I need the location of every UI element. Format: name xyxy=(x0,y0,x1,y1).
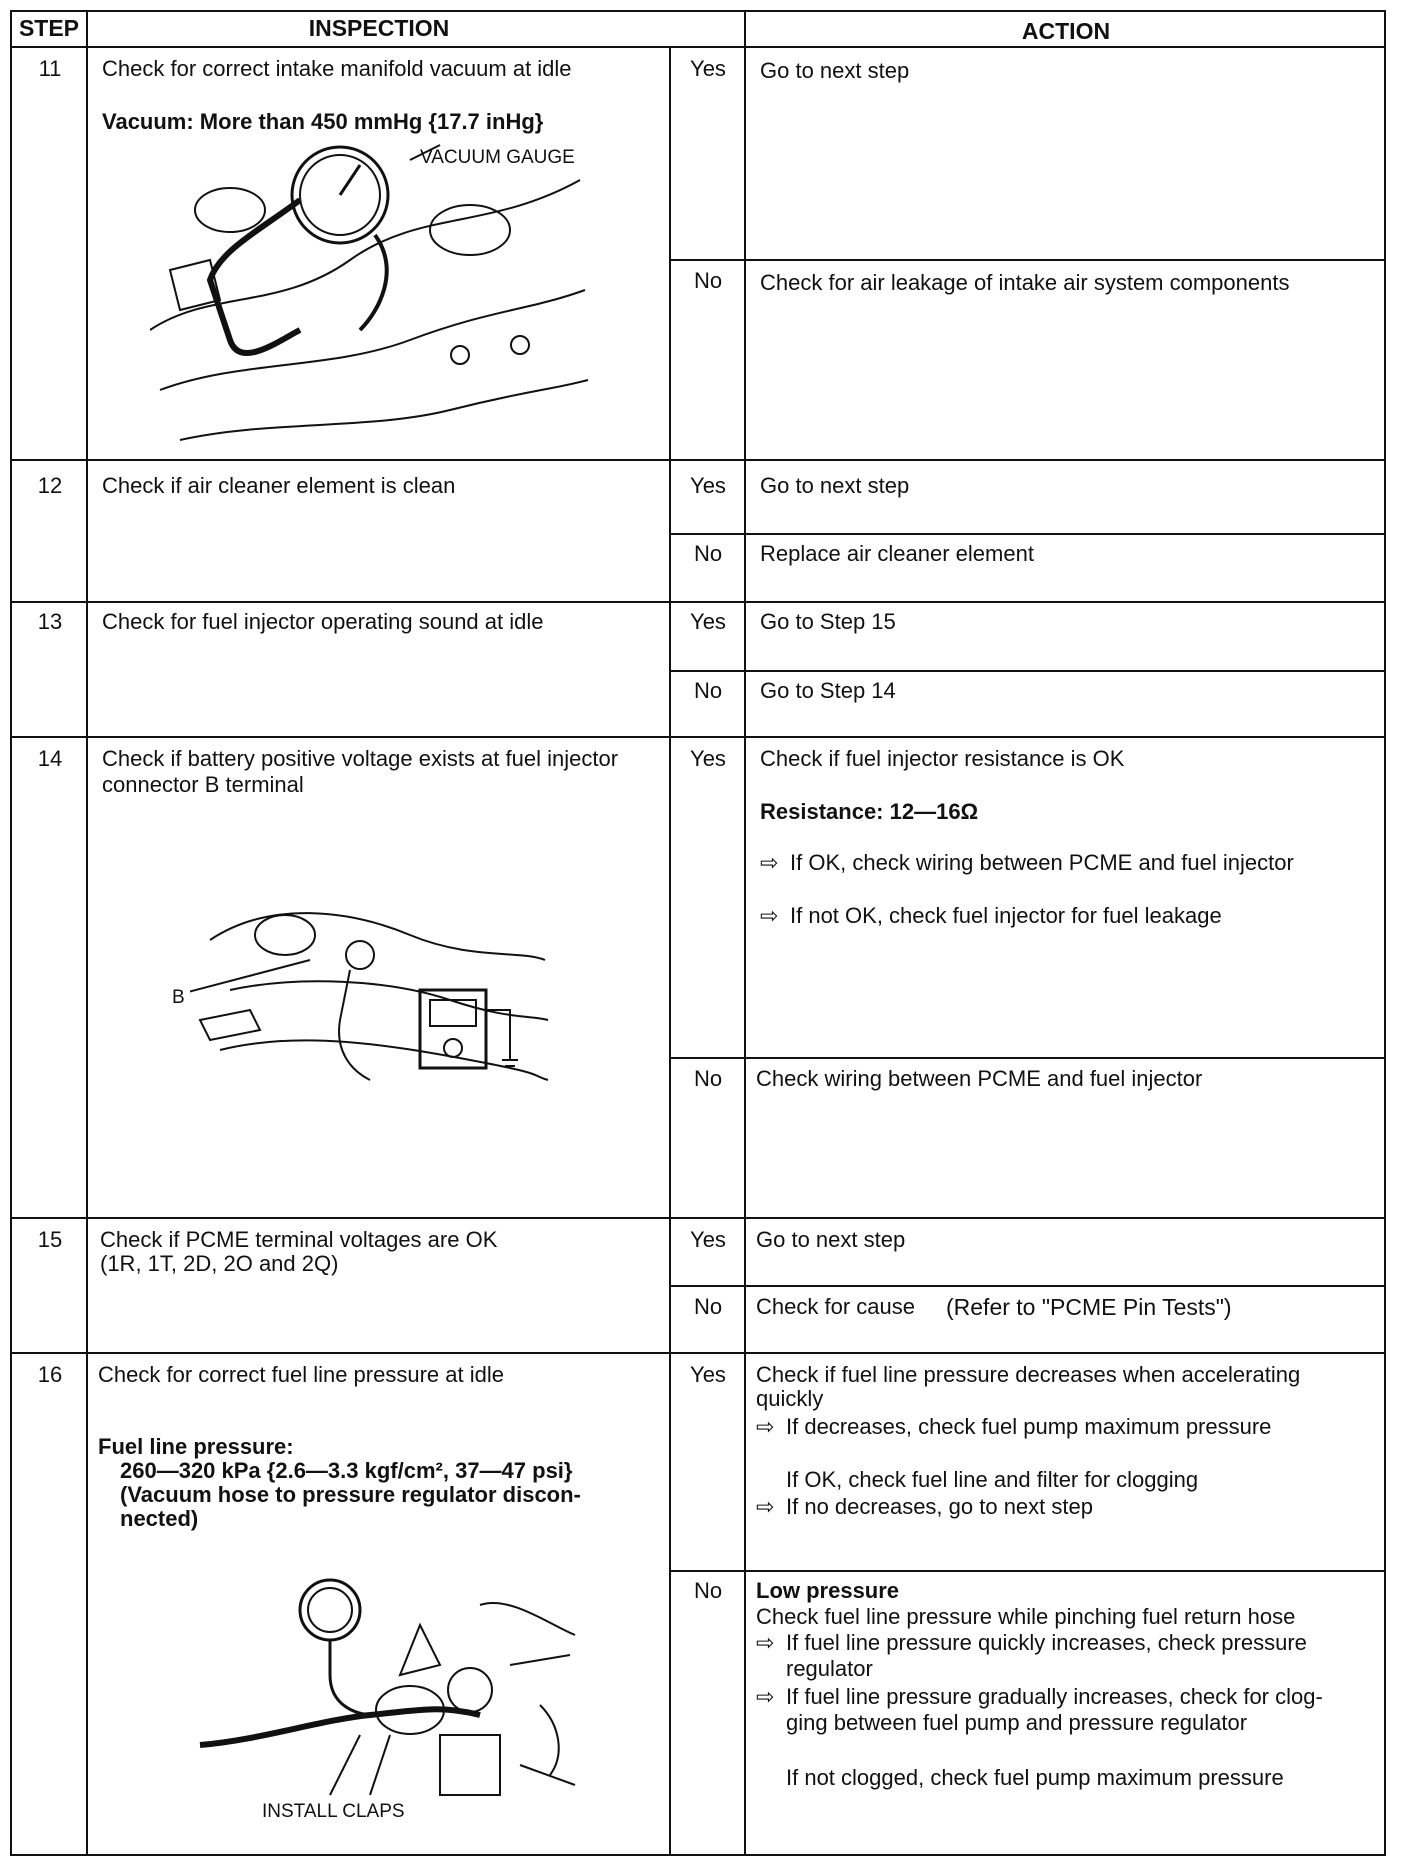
inspection-text: Check if PCME terminal voltages are OK xyxy=(100,1227,498,1252)
arrow-icon: ⇨ xyxy=(760,903,779,928)
no-label: No xyxy=(693,541,723,566)
row-divider xyxy=(10,601,1386,603)
inspection-text: Check for correct fuel line pressure at idle xyxy=(98,1362,504,1387)
no-title: Low pressure xyxy=(756,1578,900,1603)
yes-bullet: If OK, check wiring between PCME and fuel injector xyxy=(790,850,1294,875)
step-number: 14 xyxy=(37,746,63,771)
vacuum-gauge-illustration xyxy=(150,140,590,450)
yes-action: Go to next step xyxy=(760,473,910,498)
no-note: If not clogged, check fuel pump maximum pressure xyxy=(786,1765,1284,1790)
figure-label: B xyxy=(172,987,185,1008)
spec-text: Resistance: 12—16Ω xyxy=(760,799,979,824)
yes-action: Go to next step xyxy=(760,58,910,83)
yes-bullet: If no decreases, go to next step xyxy=(786,1494,1093,1519)
step-number: 13 xyxy=(37,609,63,634)
arrow-icon: ⇨ xyxy=(760,850,779,875)
header-action: ACTION xyxy=(1021,18,1111,44)
arrow-icon: ⇨ xyxy=(756,1630,775,1655)
row-divider xyxy=(669,1285,1386,1287)
inspection-text: Check for correct intake manifold vacuum at idle xyxy=(102,56,572,81)
spec-text: 260—320 kPa {2.6—3.3 kgf/cm², 37—47 psi} xyxy=(120,1458,573,1483)
row-divider xyxy=(669,533,1386,535)
row-divider xyxy=(669,1057,1386,1059)
no-label: No xyxy=(693,1578,723,1603)
row-divider xyxy=(10,459,1386,461)
step-number: 12 xyxy=(37,473,63,498)
no-action: Check for air leakage of intake air system components xyxy=(760,270,1290,295)
inspection-text: (1R, 1T, 2D, 2O and 2Q) xyxy=(100,1251,339,1276)
row-divider xyxy=(10,1217,1386,1219)
inspection-text: connector B terminal xyxy=(102,772,304,797)
no-action: Check wiring between PCME and fuel injector xyxy=(756,1066,1203,1091)
yes-note: If OK, check fuel line and filter for clogging xyxy=(786,1467,1199,1492)
no-bullet: ging between fuel pump and pressure regulator xyxy=(786,1710,1248,1735)
step-number: 16 xyxy=(37,1362,63,1387)
yes-action: Go to Step 15 xyxy=(760,609,896,634)
row-divider xyxy=(669,1570,1386,1572)
arrow-icon: ⇨ xyxy=(756,1414,775,1439)
row-divider xyxy=(10,736,1386,738)
inspection-text: Check if air cleaner element is clean xyxy=(102,473,456,498)
spec-text: nected) xyxy=(120,1506,199,1531)
yes-label: Yes xyxy=(690,56,726,81)
arrow-icon: ⇨ xyxy=(756,1684,775,1709)
no-label: No xyxy=(693,678,723,703)
header-inspection: INSPECTION xyxy=(308,15,450,41)
spec-title: Fuel line pressure: xyxy=(98,1434,294,1459)
no-bullet: regulator xyxy=(786,1656,873,1681)
yes-label: Yes xyxy=(690,1362,726,1387)
row-divider xyxy=(10,1352,1386,1354)
no-label: No xyxy=(693,1294,723,1319)
step-number: 11 xyxy=(38,56,62,81)
yes-bullet: If not OK, check fuel injector for fuel leakage xyxy=(790,903,1222,928)
inspection-text: Check for fuel injector operating sound at idle xyxy=(102,609,544,634)
no-action: Check for cause xyxy=(756,1294,915,1319)
no-action: Go to Step 14 xyxy=(760,678,896,703)
inspection-text: Check if battery positive voltage exists at fuel injector xyxy=(102,746,619,771)
yes-action: Check if fuel injector resistance is OK xyxy=(760,746,1125,771)
no-label: No xyxy=(693,1066,723,1091)
figure-label: VACUUM GAUGE xyxy=(420,147,575,168)
row-divider xyxy=(669,670,1386,672)
figure-label: INSTALL CLAPS xyxy=(262,1801,405,1822)
yes-label: Yes xyxy=(690,1227,726,1252)
no-bullet: If fuel line pressure quickly increases, check pressure xyxy=(786,1630,1307,1655)
header-divider xyxy=(10,46,1386,48)
yes-label: Yes xyxy=(690,746,726,771)
spec-text: (Vacuum hose to pressure regulator discon- xyxy=(120,1482,581,1507)
no-label: No xyxy=(693,268,723,293)
yes-action: Go to next step xyxy=(756,1227,906,1252)
step-number: 15 xyxy=(37,1227,63,1252)
no-action-reference: (Refer to "PCME Pin Tests") xyxy=(946,1294,1232,1320)
arrow-icon: ⇨ xyxy=(756,1494,775,1519)
yes-bullet: If decreases, check fuel pump maximum pressure xyxy=(786,1414,1272,1439)
yes-label: Yes xyxy=(690,473,726,498)
col-divider-step xyxy=(86,10,88,1856)
injector-voltage-illustration xyxy=(190,880,550,1100)
no-bullet: If fuel line pressure gradually increases, check for clog- xyxy=(786,1684,1323,1709)
row-divider xyxy=(669,259,1386,261)
spec-text: Vacuum: More than 450 mmHg {17.7 inHg} xyxy=(102,109,544,134)
header-step: STEP xyxy=(18,15,80,41)
yes-action: Check if fuel line pressure decreases when accelerating xyxy=(756,1362,1301,1387)
fuel-pressure-gauge-illustration xyxy=(180,1565,580,1810)
no-action: Check fuel line pressure while pinching fuel return hose xyxy=(756,1604,1296,1629)
yes-action: quickly xyxy=(756,1386,824,1411)
yes-label: Yes xyxy=(690,609,726,634)
no-action: Replace air cleaner element xyxy=(760,541,1034,566)
